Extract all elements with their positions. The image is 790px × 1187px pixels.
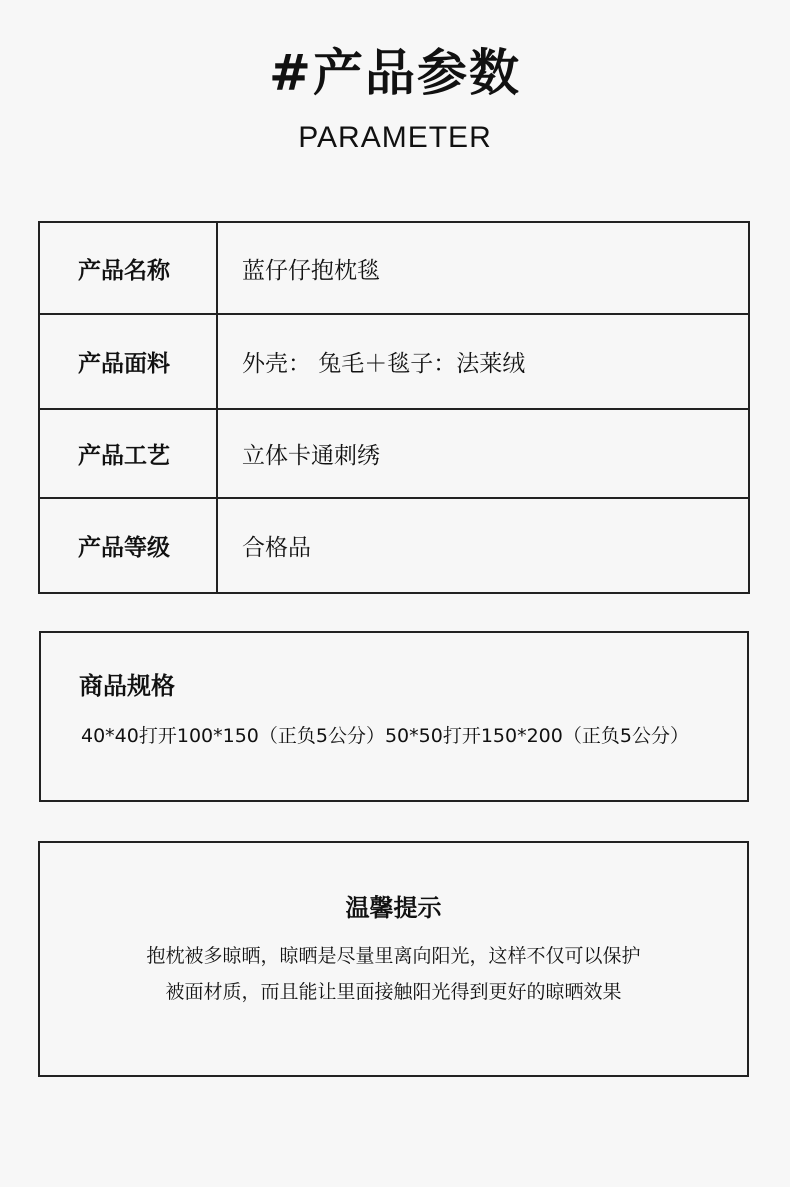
page-subtitle: PARAMETER bbox=[298, 121, 492, 154]
table-row bbox=[39, 498, 749, 593]
page-title: #产品参数 bbox=[269, 44, 521, 102]
param-label: 产品名称 bbox=[39, 222, 217, 314]
param-label: 产品面料 bbox=[39, 314, 217, 409]
param-value: 蓝仔仔抱枕毯 bbox=[217, 222, 749, 314]
tip-title: 温馨提示 bbox=[345, 894, 442, 922]
table-row bbox=[39, 222, 749, 314]
table-row bbox=[39, 409, 749, 498]
param-value: 合格品 bbox=[217, 498, 749, 593]
param-value: 立体卡通刺绣 bbox=[217, 409, 749, 498]
tip-box bbox=[38, 841, 749, 1077]
spec-title: 商品规格 bbox=[79, 672, 175, 700]
param-label: 产品等级 bbox=[39, 498, 217, 593]
table-row bbox=[39, 314, 749, 409]
tip-line: 抱枕被多晾晒，晾晒是尽量里离向阳光，这样不仅可以保护 bbox=[146, 945, 641, 967]
param-label: 产品工艺 bbox=[39, 409, 217, 498]
tip-line: 被面材质，而且能让里面接触阳光得到更好的晾晒效果 bbox=[165, 981, 622, 1003]
param-value: 外壳： 兔毛＋毯子：法莱绒 bbox=[217, 314, 749, 409]
parameter-table bbox=[38, 221, 750, 594]
spec-text: 40*40打开100*150（正负5公分）50*50打开150*200（正负5公分） bbox=[81, 725, 689, 747]
spec-box bbox=[39, 631, 749, 802]
